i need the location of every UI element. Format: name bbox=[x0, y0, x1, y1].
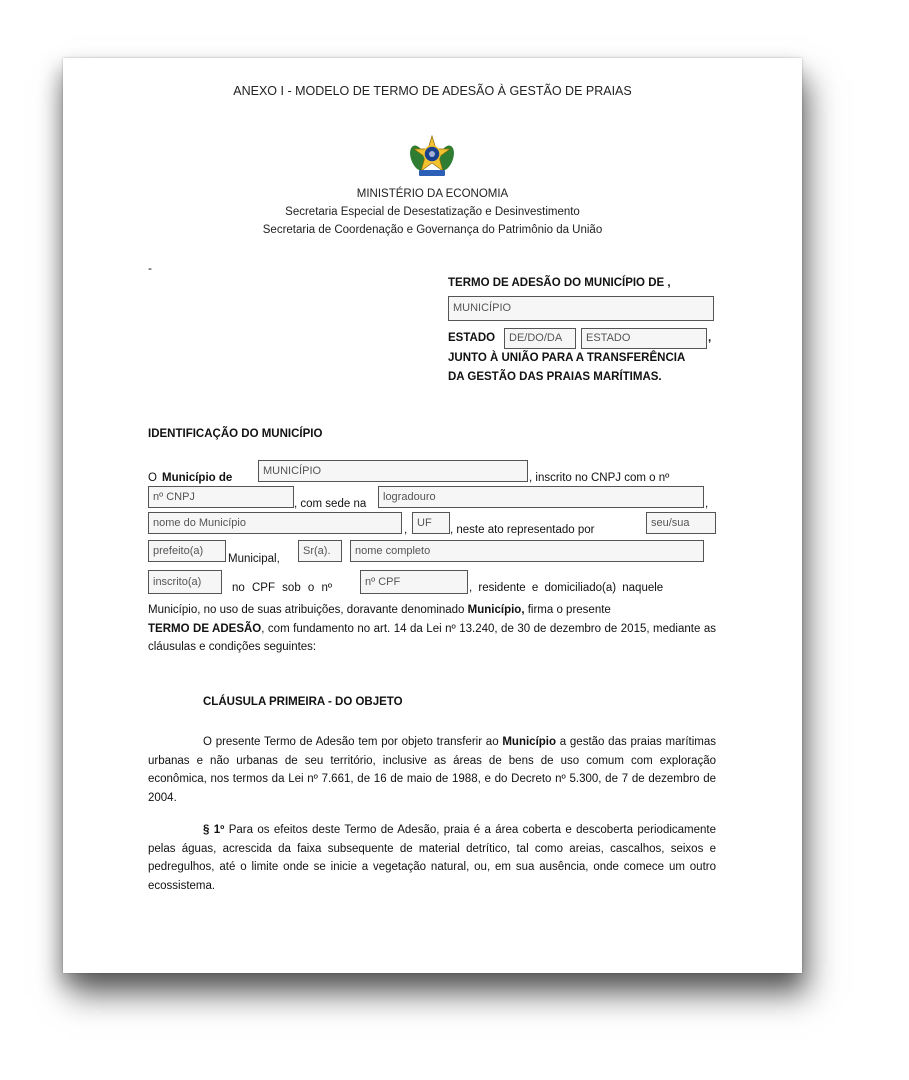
logradouro-field[interactable]: logradouro bbox=[378, 486, 704, 508]
termo-line-1: TERMO DE ADESÃO DO MUNICÍPIO DE , bbox=[448, 277, 671, 289]
com-sede-text: , com sede na bbox=[294, 498, 367, 510]
termo-estado-field[interactable]: ESTADO bbox=[581, 328, 707, 349]
clause-1-paragraph-1 bbox=[148, 733, 716, 807]
termo-line-3: JUNTO À UNIÃO PARA A TRANSFERÊNCIA bbox=[448, 352, 686, 364]
municipio-name-field[interactable]: MUNICÍPIO bbox=[258, 460, 528, 482]
seu-sua-field[interactable]: seu/sua bbox=[646, 512, 716, 534]
clause-1-text-b: a gestão das praias marítimas urbanas e não urbanas de seu território, inclusive as áreas de bens de uso comum com exploração econômica, nos termos da Lei nº 7.661, de 16 de maio de 1988, e do Decreto nº 5.300, de 7 de dezembro de 2004. bbox=[148, 736, 716, 804]
municipal-text: Municipal, bbox=[228, 553, 280, 565]
document-page bbox=[63, 58, 802, 973]
nome-municipio-field[interactable]: nome do Município bbox=[148, 512, 402, 534]
annex-title: ANEXO I - MODELO DE TERMO DE ADESÃO À GESTÃO DE PRAIAS bbox=[233, 84, 632, 98]
sr-field[interactable]: Sr(a). bbox=[298, 540, 342, 562]
cpf-field[interactable]: nº CPF bbox=[360, 570, 468, 594]
comma-separator: , bbox=[404, 524, 408, 536]
para-text-3: , com fundamento no art. 14 da Lei nº 13.240, de 30 de dezembro de 2015, mediante as cláusulas e condições seguintes: bbox=[148, 622, 716, 653]
municipio-de-label: Município de bbox=[162, 472, 233, 484]
section-1-text: Para os efeitos deste Termo de Adesão, praia é a área coberta e descoberta periodicamente pelas águas, acrescida da faixa subsequente de material detrítico, tal como areias, cascalhos, seixos e pedregulhos, até o limite onde se inicie a vegetação natural, ou, em sua ausência, onde comece um outro ecossistema. bbox=[148, 824, 717, 892]
para-text-1: Município, no uso de suas atribuições, doravante denominado bbox=[148, 604, 468, 616]
dash-mark: - bbox=[148, 261, 152, 275]
brazil-coat-of-arms-icon bbox=[409, 134, 455, 180]
inscrito-field[interactable]: inscrito(a) bbox=[148, 570, 222, 594]
identification-title: IDENTIFICAÇÃO DO MUNICÍPIO bbox=[148, 428, 323, 440]
neste-ato-text: , neste ato representado por bbox=[450, 524, 595, 536]
secretariat-line-1: Secretaria Especial de Desestatização e Desinvestimento bbox=[285, 206, 580, 218]
section-1-mark: § 1º bbox=[203, 824, 225, 836]
o-text: O bbox=[148, 472, 157, 484]
para-termo-bold: TERMO DE ADESÃO bbox=[148, 622, 262, 635]
clause-1-text-a: O presente Termo de Adesão tem por objeto transferir ao bbox=[203, 736, 503, 748]
secretariat-line-2: Secretaria de Coordenação e Governança do Patrimônio da União bbox=[262, 224, 603, 236]
termo-comma: , bbox=[708, 332, 712, 344]
clause-1-municipio-bold: Município bbox=[502, 736, 557, 748]
identification-paragraph bbox=[148, 601, 716, 657]
termo-date-field[interactable]: DE/DO/DA bbox=[504, 328, 576, 349]
termo-line-4: DA GESTÃO DAS PRAIAS MARÍTIMAS. bbox=[448, 371, 662, 383]
termo-municipio-field[interactable]: MUNICÍPIO bbox=[448, 296, 714, 321]
cnpj-field[interactable]: nº CNPJ bbox=[148, 486, 294, 508]
ministry-name: MINISTÉRIO DA ECONOMIA bbox=[356, 188, 509, 200]
clause-1-title: CLÁUSULA PRIMEIRA - DO OBJETO bbox=[203, 696, 403, 708]
termo-estado-label: ESTADO bbox=[448, 332, 496, 344]
clause-1-paragraph-2 bbox=[148, 821, 716, 895]
no-cpf-text: no CPF sob o nº bbox=[232, 582, 333, 594]
nome-completo-field[interactable]: nome completo bbox=[350, 540, 704, 562]
para-text-2: firma o presente bbox=[524, 604, 611, 616]
uf-field[interactable]: UF bbox=[412, 512, 450, 534]
prefeito-field[interactable]: prefeito(a) bbox=[148, 540, 226, 562]
inscrito-cnpj-text: , inscrito no CNPJ com o nº bbox=[529, 472, 670, 484]
ministry-header bbox=[63, 185, 802, 239]
logradouro-comma: , bbox=[705, 498, 709, 510]
residente-text: , residente e domiciliado(a) naquele bbox=[469, 582, 664, 594]
para-municipio-bold: Município, bbox=[467, 604, 525, 616]
